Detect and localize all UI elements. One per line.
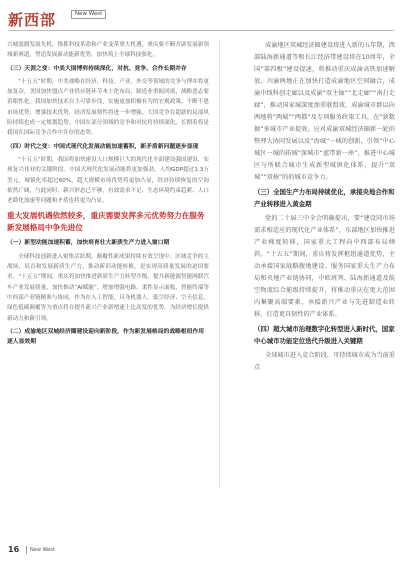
footer-brand: New West [30,547,55,553]
magazine-logo-en: New West [71,10,106,19]
column-divider [219,40,220,488]
right-column [254,40,395,377]
left-column [7,40,209,350]
red-headline: 重大发展机遇依然较多，重庆需要发挥多元优势努力在服务新发展格局中争先进位 [7,211,205,233]
right-paragraph-3: 全球城市进入竞合阶段，可持续城市成为当前重点 [254,352,395,372]
section-1-body: 全球科技创新进入密集活跃期，颠覆性新成果持续有效呈现中。区域竞争的主战场，培育和发展新质生产力，推动新旧动能转换，是实现高质量发展的迫切要求。“十五五”期间，重庆将加快推进新质生产力转型升级，提升新能源智能网联汽车产业发展质量，加快推动“AI赋能”，增加增强电路、柔性显示面板、智能终端等中西部产业链精准与协同，作为在人工智能、具身机器人、低空经济、空天信息、绿色低碳颠覆等为重点将在提升新兴产业新增速上比高发的优势，为经济增长提供新动力和新引领。 [7,253,209,322]
section-3-body: “十五五”时期，中美战略在经济、科技、产业、外交等领域的竞争与博弈将更加复杂，美国加快盟点产业供应链环节本土化布局，制造业重振回流，战略意志要着眼性化。我国加快技术自主可靠步伐，实施更加积极有为的宏观政策，不断不恩市场优势，增强技术优势，经济发展韧性将进一步增强。大国竞争在超新的局部风险持续也成一定规划趋势。中国在部分领域的竞争和对抗将持续深化，长期着将是我国在国际竞争合作中并存的态势。 [7,78,209,137]
section-3-title: （三）天涯之变：中美大国博弈持续深化，对抗、竞争、合作长期并存 [7,65,187,72]
right-paragraph-1: 成渝地区双城经济圈建设将进入新的五年期，西部陆海新通道等和长江经济带建设将在10周年，全国“第四极”建设提速，将推动重庆成渝高铁加速解放。川渝两地正在加快打造成渝地区空间融合，成渝中线科创走廊以及成渝“双主轴”“北走廊”“南打走廊”，推动国家城深度加重联盟效，成渝城市群以向两地将“两城”“两都”及专项服务政策工具，在“新数据”多城市产业提效，应对成渝双城经济圈新一轮的整理大协同发展以及“海城”一城的创新，引领“中心城区一城的拓城”深城市“蓝带新一座”，推进中心城区与所联合城市生成新型城镇化体系，提升“双城”“双核”的的城市竞争力。 [254,42,395,181]
page-number: 16 [8,545,20,554]
intro-paragraph: 兴城震撼发展先机，推抓科技革命和产业变革重大机遇，重庆要不断开辟发展新领域新赛道，塑造发展新动能新优势，加快筑上全球科技强化。 [7,42,209,59]
section-4-title: （四）时代之变：中国式现代化发展动能加速蓄积，新矛盾新问题逐步显现 [7,143,199,150]
magazine-logo: 新西部 [8,11,57,29]
header-rule [8,30,394,31]
right-section-4-title: （四）超大城市治理数字化转型进入新时代，国家中心城市功能定位迭代升级进入关键期 [254,325,395,345]
masthead [0,0,402,30]
section-1-title: （一）新型动能加速积蓄，加快培育壮大新质生产力进入窗口期 [7,240,170,247]
section-2-title: （二）成渝地区双城经济圈建设迎向新阶段，作为新发展格局的战略枢纽作用逐人显效期 [7,328,205,346]
footer-divider [26,546,27,554]
section-4-body: “十五五”时期，我国将加快建设人口规模巨大的现代化全面建设强国建设，实现复兴伟业的关键阶段。中国式现代化发展动能将更加强劲。人均GDP超过1.3万美元，城镇化率超过60%，超大规模市场优势将更加凸显，经济持续恢复的空间依然广阔，与此同时，新兴形态已不够，有效需求不足、生态环境约束趋紧、人口老龄化加速等问题和矛盾也将更为凸显。 [7,156,209,205]
right-section-3-title: （三）全国生产力布局持续优化，承接央地合作和产业转移进入黄金期 [254,188,395,208]
right-paragraph-2: 党的二十届三中全会明确提出，要“建设同市场需求相适应的现代化产业体系”，东部地区加快推进产业梯度转移，国家重大工程向中西部布局倾斜。“十五五”期间，重庆将发挥枢纽通道优势，主动承接国家战略腹地建设、服务国家重大生产力布局和央地产业链协同，中欧班列、陆海新通道及航空物流综合能级持续提升，将推动重庆在更大范围内集聚高端要素，承接新兴产业与先进制造业转移，打造更具韧性的产业体系。 [254,215,395,319]
